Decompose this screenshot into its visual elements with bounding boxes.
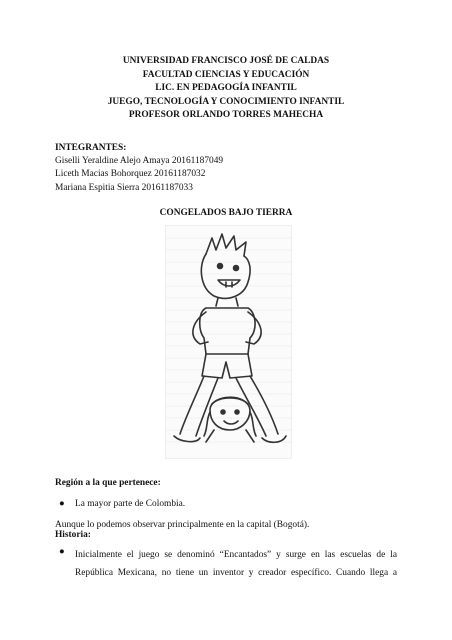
historia-line: República Mexicana, no tiene un inventor y creador específico. Cuando llega a <box>75 568 397 578</box>
bullet-icon: ● <box>59 547 65 557</box>
historia-section <box>55 529 397 582</box>
game-title: CONGELADOS BAJO TIERRA <box>159 208 293 218</box>
drawing-svg <box>166 226 291 458</box>
historia-line: Inicialmente el juego se denominó “Encantados” y surge en las escuelas de la <box>75 550 397 560</box>
member-item: Giselli Yeraldine Alejo Amaya 20161187049 <box>55 156 224 167</box>
header-course: JUEGO, TECNOLOGÍA Y CONOCIMIENTO INFANTIL <box>107 96 345 107</box>
member-item: Mariana Espitia Sierra 20161187033 <box>55 182 193 193</box>
region-list-item <box>55 498 309 511</box>
children-playing-drawing-icon <box>165 225 292 459</box>
members-block <box>55 142 223 195</box>
region-section <box>55 477 309 532</box>
bullet-icon: ● <box>59 499 65 509</box>
region-item-text: La mayor parte de Colombia. <box>75 499 186 509</box>
header-university: UNIVERSIDAD FRANCISCO JOSÉ DE CALDAS <box>122 56 330 66</box>
members-label: INTEGRANTES: <box>55 143 127 153</box>
header-professor: PROFESOR ORLANDO TORRES MAHECHA <box>128 110 324 121</box>
historia-paragraph <box>75 546 397 582</box>
region-note: Aunque lo podemos observar principalmente en la capital (Bogotá). <box>55 520 310 530</box>
historia-list-item <box>55 546 397 582</box>
member-item: Liceth Macias Bohorquez 20161187032 <box>55 169 206 180</box>
header-faculty: FACULTAD CIENCIAS Y EDUCACIÓN <box>142 69 310 80</box>
historia-heading: Historia: <box>55 530 91 540</box>
region-heading: Región a la que pertenece: <box>55 478 161 488</box>
document-header <box>0 55 452 123</box>
header-program: LIC. EN PEDAGOGÍA INFANTIL <box>155 83 297 94</box>
